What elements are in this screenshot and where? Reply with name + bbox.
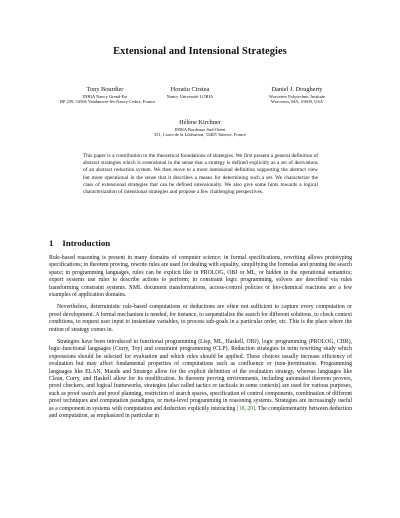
author-name: Daniel J. Dougherty bbox=[271, 86, 323, 93]
author-affiliation: INRIA Nancy Grand-Est bbox=[82, 94, 128, 99]
section-title: Introduction bbox=[62, 238, 111, 248]
author-row bbox=[60, 86, 350, 116]
paragraph-text: . The complementarity between deduction and computation, as emphasized in particular in bbox=[49, 405, 353, 420]
abstract: This paper is a contribution to the theoretical foundations of strategies. We first present a general definition of abstract strategies which is extensional in the sense that a strategy is defined explicitly as a set of derivations of an abstract reduction system. We then move to a more intensional definition supporting the abstract view but more operational in the sense that it describes a means for determining such a set. We characterize the class of extensional strategies that can be defined intensionally. We also give some hints towards a logical characterization of intensional strategies and propose a few challenging perspectives. bbox=[83, 153, 318, 196]
section-heading bbox=[49, 238, 110, 248]
author-dougherty bbox=[232, 86, 362, 104]
author-affiliation: BP 239, 54506 Vandœuvre-lès-Nancy Cedex, France bbox=[60, 99, 156, 105]
paragraph: Nevertheless, deterministic rule-based computations or deductions are often not sufficient to capture every computation or proof development. A formal mechanism is needed, for instance, to sequentialize the search for different solutions, to check context conditions, to request user input to instantiate variables, to process sub-goals in a particular order, etc. This is the place where the notion of strategy comes in. bbox=[49, 304, 352, 333]
author-affiliation: Worcester Polytechnic Institute bbox=[268, 94, 326, 99]
paragraph-text: Strategies have been introduced in functional programming (Lisp, ML, Haskell, OBJ), logic programming (PROLOG, CHR), logic-functional languages (Curry, Toy) and constraint programming (CLP). Reduction strategies in term rewriting study which expressions should be selected for evaluation and which rules should be applied. These choices usually increase efficiency of evaluation but may affect fundamental properties of computations such as confluence or (non-)termination. Programming languages like ELAN, Maude and Stratego allow for the explicit definition of the evaluation strategy, whereas languages like Clean, Curry, and Haskell allow for its modification. In theorem proving environments, including automated theorem provers, proof checkers, and logical frameworks, strategies (also called tactics or tacticals in some contexts) are used for various purposes, such as proof search and proof planning, restriction of search spaces, specification of control components, combination of different proof techniques and computation paradigms, or meta-level programming in reasoning systems. Strategies are increasingly useful as a component in systems with computation and deduction explicitly interacting bbox=[49, 338, 352, 412]
author-kirchner bbox=[0, 119, 400, 138]
author-name: Horatiu Cirstea bbox=[170, 86, 210, 93]
author-name: Hélène Kirchner bbox=[179, 119, 221, 126]
author-name: Tony Bourdier bbox=[86, 86, 124, 93]
author-affiliation: Worcester, MA, 01609, USA bbox=[270, 99, 324, 105]
citation-link[interactable]: [18, 20] bbox=[236, 405, 256, 412]
paragraph: Rule-based reasoning is present in many domains of computer science: in formal specifications, rewriting allows prototyping specifications; in theorem proving, rewrite rules are used for dealing with equality, simplifying the formulas and pruning the search space; in programming languages, rules can be explicit like in PROLOG, OBJ or ML, or hidden in the operational semantics; expert systems use rules to describe actions to perform; in constraint logic programming, solvers are described via rules transforming constraint systems. XML document transformations, access-control policies or bio-chemical reactions are a few examples of application domains. bbox=[49, 255, 352, 299]
author-affiliation: INRIA Bordeaux Sud-Ouest bbox=[174, 127, 226, 132]
author-affiliation: 351, Cours de la Libération, 33405 Talence, France bbox=[153, 132, 247, 138]
body-text bbox=[49, 255, 352, 425]
section-number: 1 bbox=[49, 238, 54, 248]
author-affiliation: Nancy Université LORIA bbox=[166, 94, 214, 99]
paper-title: Extensional and Intensional Strategies bbox=[113, 46, 287, 57]
paragraph bbox=[49, 339, 352, 421]
